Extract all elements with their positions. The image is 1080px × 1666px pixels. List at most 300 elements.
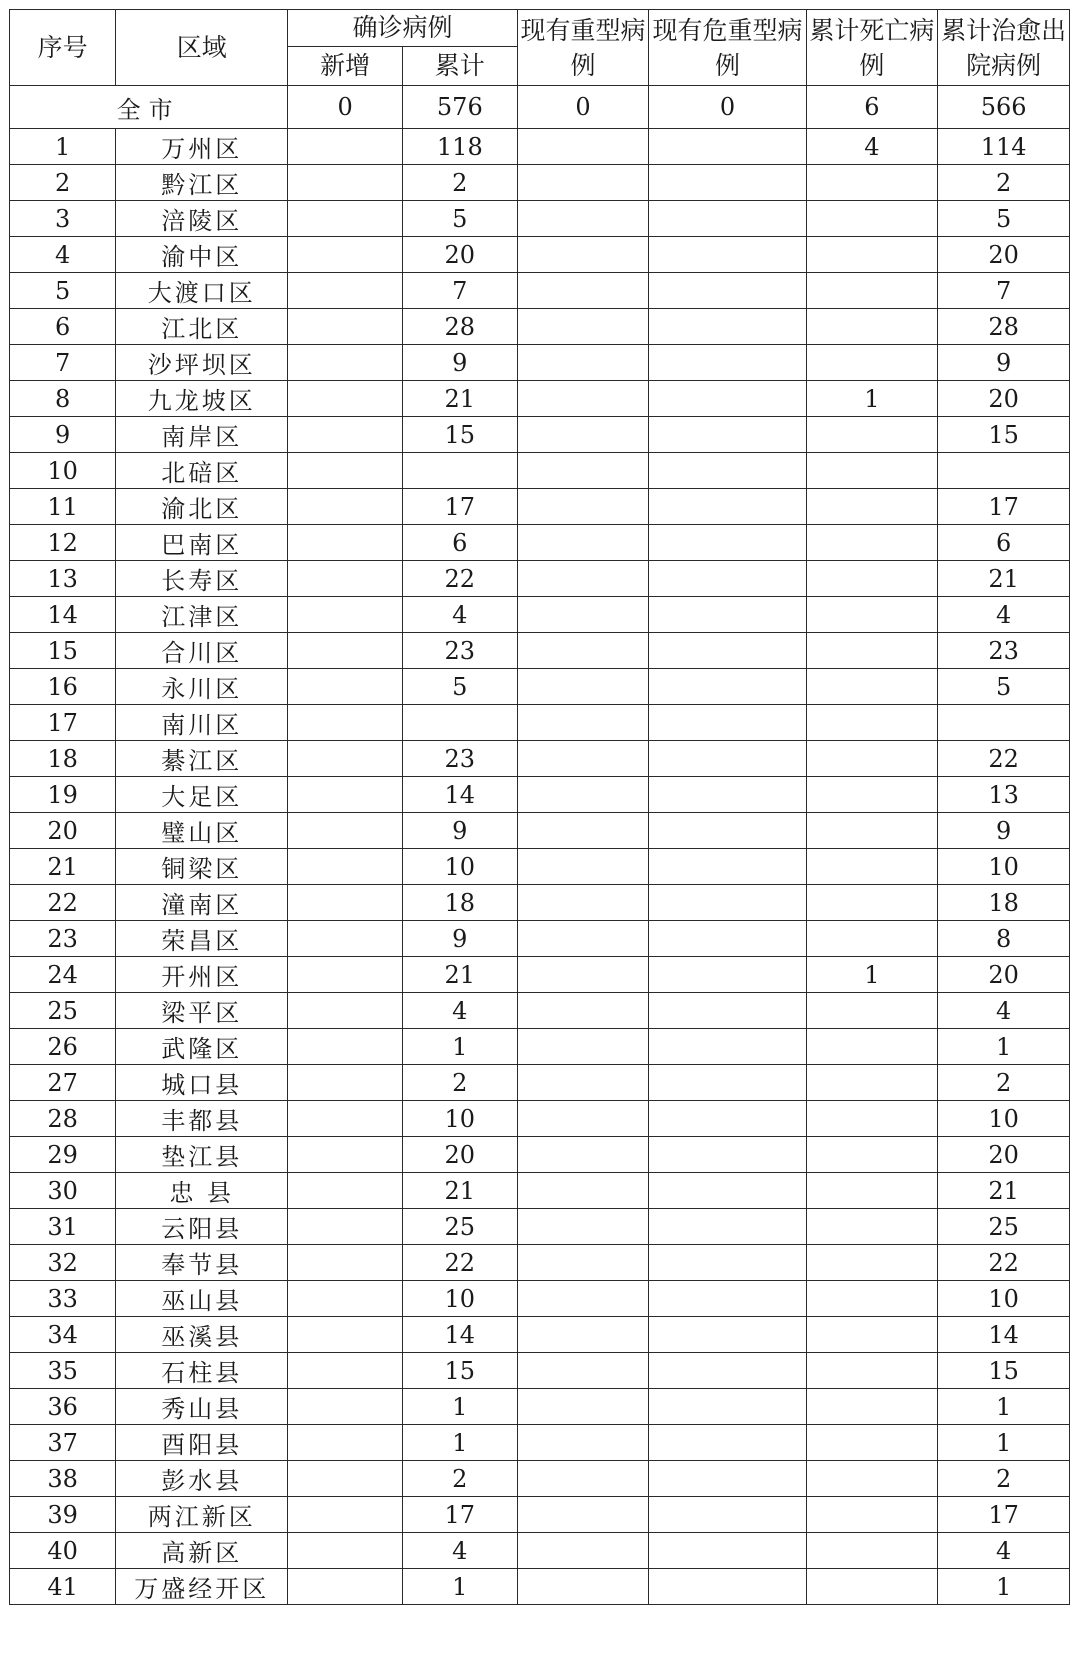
cell-deaths — [806, 993, 938, 1029]
cell-region: 璧山区 — [116, 813, 288, 849]
cell-recovered: 25 — [938, 1209, 1070, 1245]
cell-deaths — [806, 921, 938, 957]
cell-severe — [517, 993, 649, 1029]
cell-recovered: 9 — [938, 813, 1070, 849]
cell-recovered: 2 — [938, 1065, 1070, 1101]
cell-severe — [517, 813, 649, 849]
table-row — [10, 1461, 1070, 1497]
cell-seq: 6 — [10, 309, 116, 345]
cell-deaths — [806, 1173, 938, 1209]
cell-deaths — [806, 633, 938, 669]
cell-cumulative: 6 — [402, 525, 517, 561]
cell-new — [288, 957, 403, 993]
cell-recovered: 7 — [938, 273, 1070, 309]
cell-seq: 29 — [10, 1137, 116, 1173]
table-row — [10, 1317, 1070, 1353]
cell-seq: 37 — [10, 1425, 116, 1461]
cell-new — [288, 525, 403, 561]
cell-seq: 20 — [10, 813, 116, 849]
cell-seq: 26 — [10, 1029, 116, 1065]
table-row — [10, 237, 1070, 273]
cell-severe — [517, 1137, 649, 1173]
table-row — [10, 1533, 1070, 1569]
cell-severe — [517, 1425, 649, 1461]
cell-region: 铜梁区 — [116, 849, 288, 885]
cell-region: 綦江区 — [116, 741, 288, 777]
table-row — [10, 597, 1070, 633]
cell-severe — [517, 1209, 649, 1245]
cell-region: 渝北区 — [116, 489, 288, 525]
cell-new — [288, 1281, 403, 1317]
table-row — [10, 1569, 1070, 1605]
cell-deaths — [806, 849, 938, 885]
cell-severe — [517, 525, 649, 561]
cell-cumulative: 2 — [402, 1461, 517, 1497]
total-label: 全市 — [10, 86, 288, 129]
cell-critical — [649, 165, 806, 201]
cell-region: 酉阳县 — [116, 1425, 288, 1461]
table-row — [10, 1497, 1070, 1533]
cell-region: 万州区 — [116, 129, 288, 165]
cell-deaths — [806, 1317, 938, 1353]
cell-seq: 36 — [10, 1389, 116, 1425]
cell-critical — [649, 1209, 806, 1245]
cell-recovered: 15 — [938, 1353, 1070, 1389]
cell-recovered: 20 — [938, 1137, 1070, 1173]
cell-deaths — [806, 1389, 938, 1425]
cell-critical — [649, 741, 806, 777]
cell-deaths — [806, 165, 938, 201]
table-row — [10, 129, 1070, 165]
table-row — [10, 417, 1070, 453]
cell-cumulative: 15 — [402, 417, 517, 453]
cell-region: 九龙坡区 — [116, 381, 288, 417]
cell-region: 大足区 — [116, 777, 288, 813]
cell-region: 两江新区 — [116, 1497, 288, 1533]
cell-critical — [649, 273, 806, 309]
cell-severe — [517, 1173, 649, 1209]
cell-recovered: 6 — [938, 525, 1070, 561]
cell-new — [288, 1353, 403, 1389]
cell-seq: 31 — [10, 1209, 116, 1245]
cell-cumulative: 2 — [402, 165, 517, 201]
cell-deaths — [806, 201, 938, 237]
cell-seq: 7 — [10, 345, 116, 381]
cell-new — [288, 129, 403, 165]
table-row — [10, 309, 1070, 345]
cell-critical — [649, 669, 806, 705]
cell-cumulative: 5 — [402, 201, 517, 237]
cell-severe — [517, 885, 649, 921]
cell-recovered: 10 — [938, 1101, 1070, 1137]
table-row — [10, 669, 1070, 705]
cell-cumulative: 23 — [402, 633, 517, 669]
cell-critical — [649, 129, 806, 165]
cell-region: 渝中区 — [116, 237, 288, 273]
total-row — [10, 86, 1070, 129]
cell-new — [288, 165, 403, 201]
cell-recovered: 23 — [938, 633, 1070, 669]
cell-cumulative — [402, 453, 517, 489]
table-row — [10, 273, 1070, 309]
cell-cumulative: 4 — [402, 597, 517, 633]
cell-cumulative: 118 — [402, 129, 517, 165]
cell-severe — [517, 237, 649, 273]
cell-cumulative: 20 — [402, 1137, 517, 1173]
cell-severe — [517, 453, 649, 489]
cell-deaths — [806, 705, 938, 741]
cell-seq: 13 — [10, 561, 116, 597]
cell-severe — [517, 1281, 649, 1317]
table-row — [10, 705, 1070, 741]
cell-region: 江津区 — [116, 597, 288, 633]
cell-seq: 18 — [10, 741, 116, 777]
cell-cumulative: 22 — [402, 561, 517, 597]
total-recovered: 566 — [938, 86, 1070, 129]
cell-seq: 14 — [10, 597, 116, 633]
cell-seq: 8 — [10, 381, 116, 417]
cell-recovered: 2 — [938, 165, 1070, 201]
table-row — [10, 1101, 1070, 1137]
cell-critical — [649, 1569, 806, 1605]
cell-new — [288, 1137, 403, 1173]
cell-seq: 2 — [10, 165, 116, 201]
cell-region: 梁平区 — [116, 993, 288, 1029]
cell-severe — [517, 1353, 649, 1389]
cell-deaths — [806, 1425, 938, 1461]
cell-deaths — [806, 885, 938, 921]
total-cumulative: 576 — [402, 86, 517, 129]
cell-severe — [517, 669, 649, 705]
cell-critical — [649, 957, 806, 993]
cell-recovered: 20 — [938, 957, 1070, 993]
cell-deaths — [806, 237, 938, 273]
cell-region: 巫溪县 — [116, 1317, 288, 1353]
table-row — [10, 453, 1070, 489]
header-seq: 序号 — [10, 10, 116, 86]
cell-recovered: 8 — [938, 921, 1070, 957]
cell-new — [288, 597, 403, 633]
cell-cumulative: 2 — [402, 1065, 517, 1101]
cell-region: 涪陵区 — [116, 201, 288, 237]
cell-recovered: 20 — [938, 237, 1070, 273]
cell-recovered: 9 — [938, 345, 1070, 381]
cell-critical — [649, 813, 806, 849]
table-row — [10, 345, 1070, 381]
header-severe: 现有重型病例 — [517, 10, 649, 86]
cell-recovered: 17 — [938, 1497, 1070, 1533]
cell-deaths — [806, 597, 938, 633]
cell-cumulative: 25 — [402, 1209, 517, 1245]
cell-critical — [649, 1461, 806, 1497]
cell-region: 巫山县 — [116, 1281, 288, 1317]
cell-region: 武隆区 — [116, 1029, 288, 1065]
table-row — [10, 777, 1070, 813]
cell-cumulative: 5 — [402, 669, 517, 705]
cell-seq: 30 — [10, 1173, 116, 1209]
cell-seq: 33 — [10, 1281, 116, 1317]
cell-region: 石柱县 — [116, 1353, 288, 1389]
cell-cumulative: 1 — [402, 1569, 517, 1605]
cell-critical — [649, 1065, 806, 1101]
cell-seq: 24 — [10, 957, 116, 993]
cell-region: 云阳县 — [116, 1209, 288, 1245]
cell-severe — [517, 921, 649, 957]
table-row — [10, 489, 1070, 525]
table-row — [10, 525, 1070, 561]
cell-region: 永川区 — [116, 669, 288, 705]
cell-new — [288, 1569, 403, 1605]
total-deaths: 6 — [806, 86, 938, 129]
cell-recovered: 4 — [938, 1533, 1070, 1569]
cell-region: 沙坪坝区 — [116, 345, 288, 381]
cell-cumulative: 17 — [402, 489, 517, 525]
table-row — [10, 381, 1070, 417]
cell-critical — [649, 633, 806, 669]
cell-recovered: 18 — [938, 885, 1070, 921]
header-region: 区域 — [116, 10, 288, 86]
cell-deaths — [806, 1137, 938, 1173]
table-row — [10, 1029, 1070, 1065]
cell-new — [288, 345, 403, 381]
cell-region: 南岸区 — [116, 417, 288, 453]
header-critical: 现有危重型病例 — [649, 10, 806, 86]
total-new: 0 — [288, 86, 403, 129]
cell-severe — [517, 489, 649, 525]
cell-new — [288, 309, 403, 345]
cell-deaths — [806, 1497, 938, 1533]
cell-region: 奉节县 — [116, 1245, 288, 1281]
cell-region: 万盛经开区 — [116, 1569, 288, 1605]
cell-critical — [649, 1497, 806, 1533]
cell-deaths — [806, 525, 938, 561]
cell-deaths — [806, 1245, 938, 1281]
cell-recovered: 1 — [938, 1389, 1070, 1425]
cell-cumulative: 17 — [402, 1497, 517, 1533]
cell-new — [288, 1029, 403, 1065]
cell-seq: 10 — [10, 453, 116, 489]
table-row — [10, 885, 1070, 921]
cell-seq: 23 — [10, 921, 116, 957]
cell-critical — [649, 849, 806, 885]
cell-severe — [517, 273, 649, 309]
cell-recovered: 114 — [938, 129, 1070, 165]
cell-critical — [649, 561, 806, 597]
cell-new — [288, 417, 403, 453]
cell-region: 巴南区 — [116, 525, 288, 561]
cell-severe — [517, 417, 649, 453]
table-row — [10, 1209, 1070, 1245]
cell-seq: 9 — [10, 417, 116, 453]
cell-recovered — [938, 705, 1070, 741]
cell-seq: 34 — [10, 1317, 116, 1353]
cell-cumulative: 14 — [402, 1317, 517, 1353]
header-confirmed: 确诊病例 — [288, 10, 517, 47]
cell-seq: 41 — [10, 1569, 116, 1605]
cell-seq: 19 — [10, 777, 116, 813]
cell-new — [288, 489, 403, 525]
cell-deaths — [806, 273, 938, 309]
cell-deaths: 1 — [806, 957, 938, 993]
cell-deaths — [806, 1461, 938, 1497]
table-header — [10, 10, 1070, 86]
cell-critical — [649, 453, 806, 489]
cell-cumulative: 21 — [402, 1173, 517, 1209]
cell-seq: 22 — [10, 885, 116, 921]
cell-cumulative: 15 — [402, 1353, 517, 1389]
cell-seq: 4 — [10, 237, 116, 273]
cell-recovered: 10 — [938, 849, 1070, 885]
cell-critical — [649, 1173, 806, 1209]
cell-new — [288, 993, 403, 1029]
header-cumulative: 累计 — [402, 47, 517, 86]
cell-cumulative: 14 — [402, 777, 517, 813]
cell-critical — [649, 597, 806, 633]
cell-recovered: 5 — [938, 201, 1070, 237]
cell-severe — [517, 777, 649, 813]
table-row — [10, 201, 1070, 237]
cell-new — [288, 1389, 403, 1425]
cell-recovered: 14 — [938, 1317, 1070, 1353]
cell-region: 南川区 — [116, 705, 288, 741]
cell-new — [288, 741, 403, 777]
cell-seq: 15 — [10, 633, 116, 669]
cell-new — [288, 849, 403, 885]
cell-critical — [649, 1245, 806, 1281]
cell-deaths — [806, 1101, 938, 1137]
cell-cumulative: 10 — [402, 1281, 517, 1317]
cell-recovered: 17 — [938, 489, 1070, 525]
cell-recovered: 4 — [938, 993, 1070, 1029]
cell-seq: 38 — [10, 1461, 116, 1497]
cell-severe — [517, 957, 649, 993]
cell-cumulative: 1 — [402, 1389, 517, 1425]
cell-new — [288, 1065, 403, 1101]
cell-region: 秀山县 — [116, 1389, 288, 1425]
cell-cumulative: 9 — [402, 813, 517, 849]
cell-critical — [649, 1281, 806, 1317]
cell-new — [288, 813, 403, 849]
cell-new — [288, 1497, 403, 1533]
cell-critical — [649, 237, 806, 273]
cell-cumulative: 28 — [402, 309, 517, 345]
cell-critical — [649, 1029, 806, 1065]
cell-new — [288, 1245, 403, 1281]
cell-seq: 5 — [10, 273, 116, 309]
cell-recovered: 13 — [938, 777, 1070, 813]
cell-new — [288, 1173, 403, 1209]
cell-new — [288, 561, 403, 597]
cell-recovered: 15 — [938, 417, 1070, 453]
cell-critical — [649, 201, 806, 237]
cell-recovered: 21 — [938, 1173, 1070, 1209]
cell-seq: 1 — [10, 129, 116, 165]
cell-cumulative: 4 — [402, 993, 517, 1029]
cell-severe — [517, 597, 649, 633]
cell-deaths — [806, 1533, 938, 1569]
cell-critical — [649, 1317, 806, 1353]
table-row — [10, 1137, 1070, 1173]
cell-region: 合川区 — [116, 633, 288, 669]
table-row — [10, 813, 1070, 849]
table-row — [10, 1065, 1070, 1101]
cell-seq: 40 — [10, 1533, 116, 1569]
cell-seq: 28 — [10, 1101, 116, 1137]
cell-region: 开州区 — [116, 957, 288, 993]
cell-severe — [517, 381, 649, 417]
table-row — [10, 849, 1070, 885]
cell-recovered: 10 — [938, 1281, 1070, 1317]
cell-recovered: 1 — [938, 1425, 1070, 1461]
cell-critical — [649, 777, 806, 813]
cell-critical — [649, 921, 806, 957]
cell-deaths — [806, 1353, 938, 1389]
cell-deaths — [806, 813, 938, 849]
cell-severe — [517, 1461, 649, 1497]
cell-cumulative: 1 — [402, 1425, 517, 1461]
cell-severe — [517, 309, 649, 345]
cell-deaths — [806, 345, 938, 381]
cell-deaths — [806, 489, 938, 525]
table-row — [10, 1389, 1070, 1425]
cell-deaths — [806, 669, 938, 705]
cell-severe — [517, 1317, 649, 1353]
cell-recovered: 22 — [938, 1245, 1070, 1281]
cell-deaths — [806, 1569, 938, 1605]
table-row — [10, 1173, 1070, 1209]
table-row — [10, 921, 1070, 957]
cell-cumulative: 4 — [402, 1533, 517, 1569]
case-statistics-table — [9, 9, 1070, 1605]
cell-critical — [649, 1533, 806, 1569]
cell-cumulative: 9 — [402, 921, 517, 957]
cell-seq: 3 — [10, 201, 116, 237]
cell-severe — [517, 561, 649, 597]
cell-new — [288, 885, 403, 921]
cell-severe — [517, 129, 649, 165]
cell-new — [288, 1209, 403, 1245]
cell-severe — [517, 1029, 649, 1065]
total-critical: 0 — [649, 86, 806, 129]
cell-deaths — [806, 561, 938, 597]
cell-recovered: 1 — [938, 1029, 1070, 1065]
cell-recovered: 1 — [938, 1569, 1070, 1605]
cell-cumulative: 21 — [402, 957, 517, 993]
cell-region: 彭水县 — [116, 1461, 288, 1497]
cell-region: 江北区 — [116, 309, 288, 345]
table-row — [10, 1281, 1070, 1317]
cell-cumulative — [402, 705, 517, 741]
cell-deaths — [806, 453, 938, 489]
cell-region: 大渡口区 — [116, 273, 288, 309]
table-row — [10, 741, 1070, 777]
cell-critical — [649, 1137, 806, 1173]
header-new: 新增 — [288, 47, 403, 86]
cell-region: 黔江区 — [116, 165, 288, 201]
cell-critical — [649, 1353, 806, 1389]
table-row — [10, 165, 1070, 201]
cell-cumulative: 1 — [402, 1029, 517, 1065]
cell-severe — [517, 1497, 649, 1533]
cell-deaths — [806, 1281, 938, 1317]
cell-new — [288, 1317, 403, 1353]
table-row — [10, 633, 1070, 669]
cell-cumulative: 7 — [402, 273, 517, 309]
cell-deaths — [806, 417, 938, 453]
cell-severe — [517, 705, 649, 741]
table-row — [10, 993, 1070, 1029]
cell-new — [288, 1461, 403, 1497]
